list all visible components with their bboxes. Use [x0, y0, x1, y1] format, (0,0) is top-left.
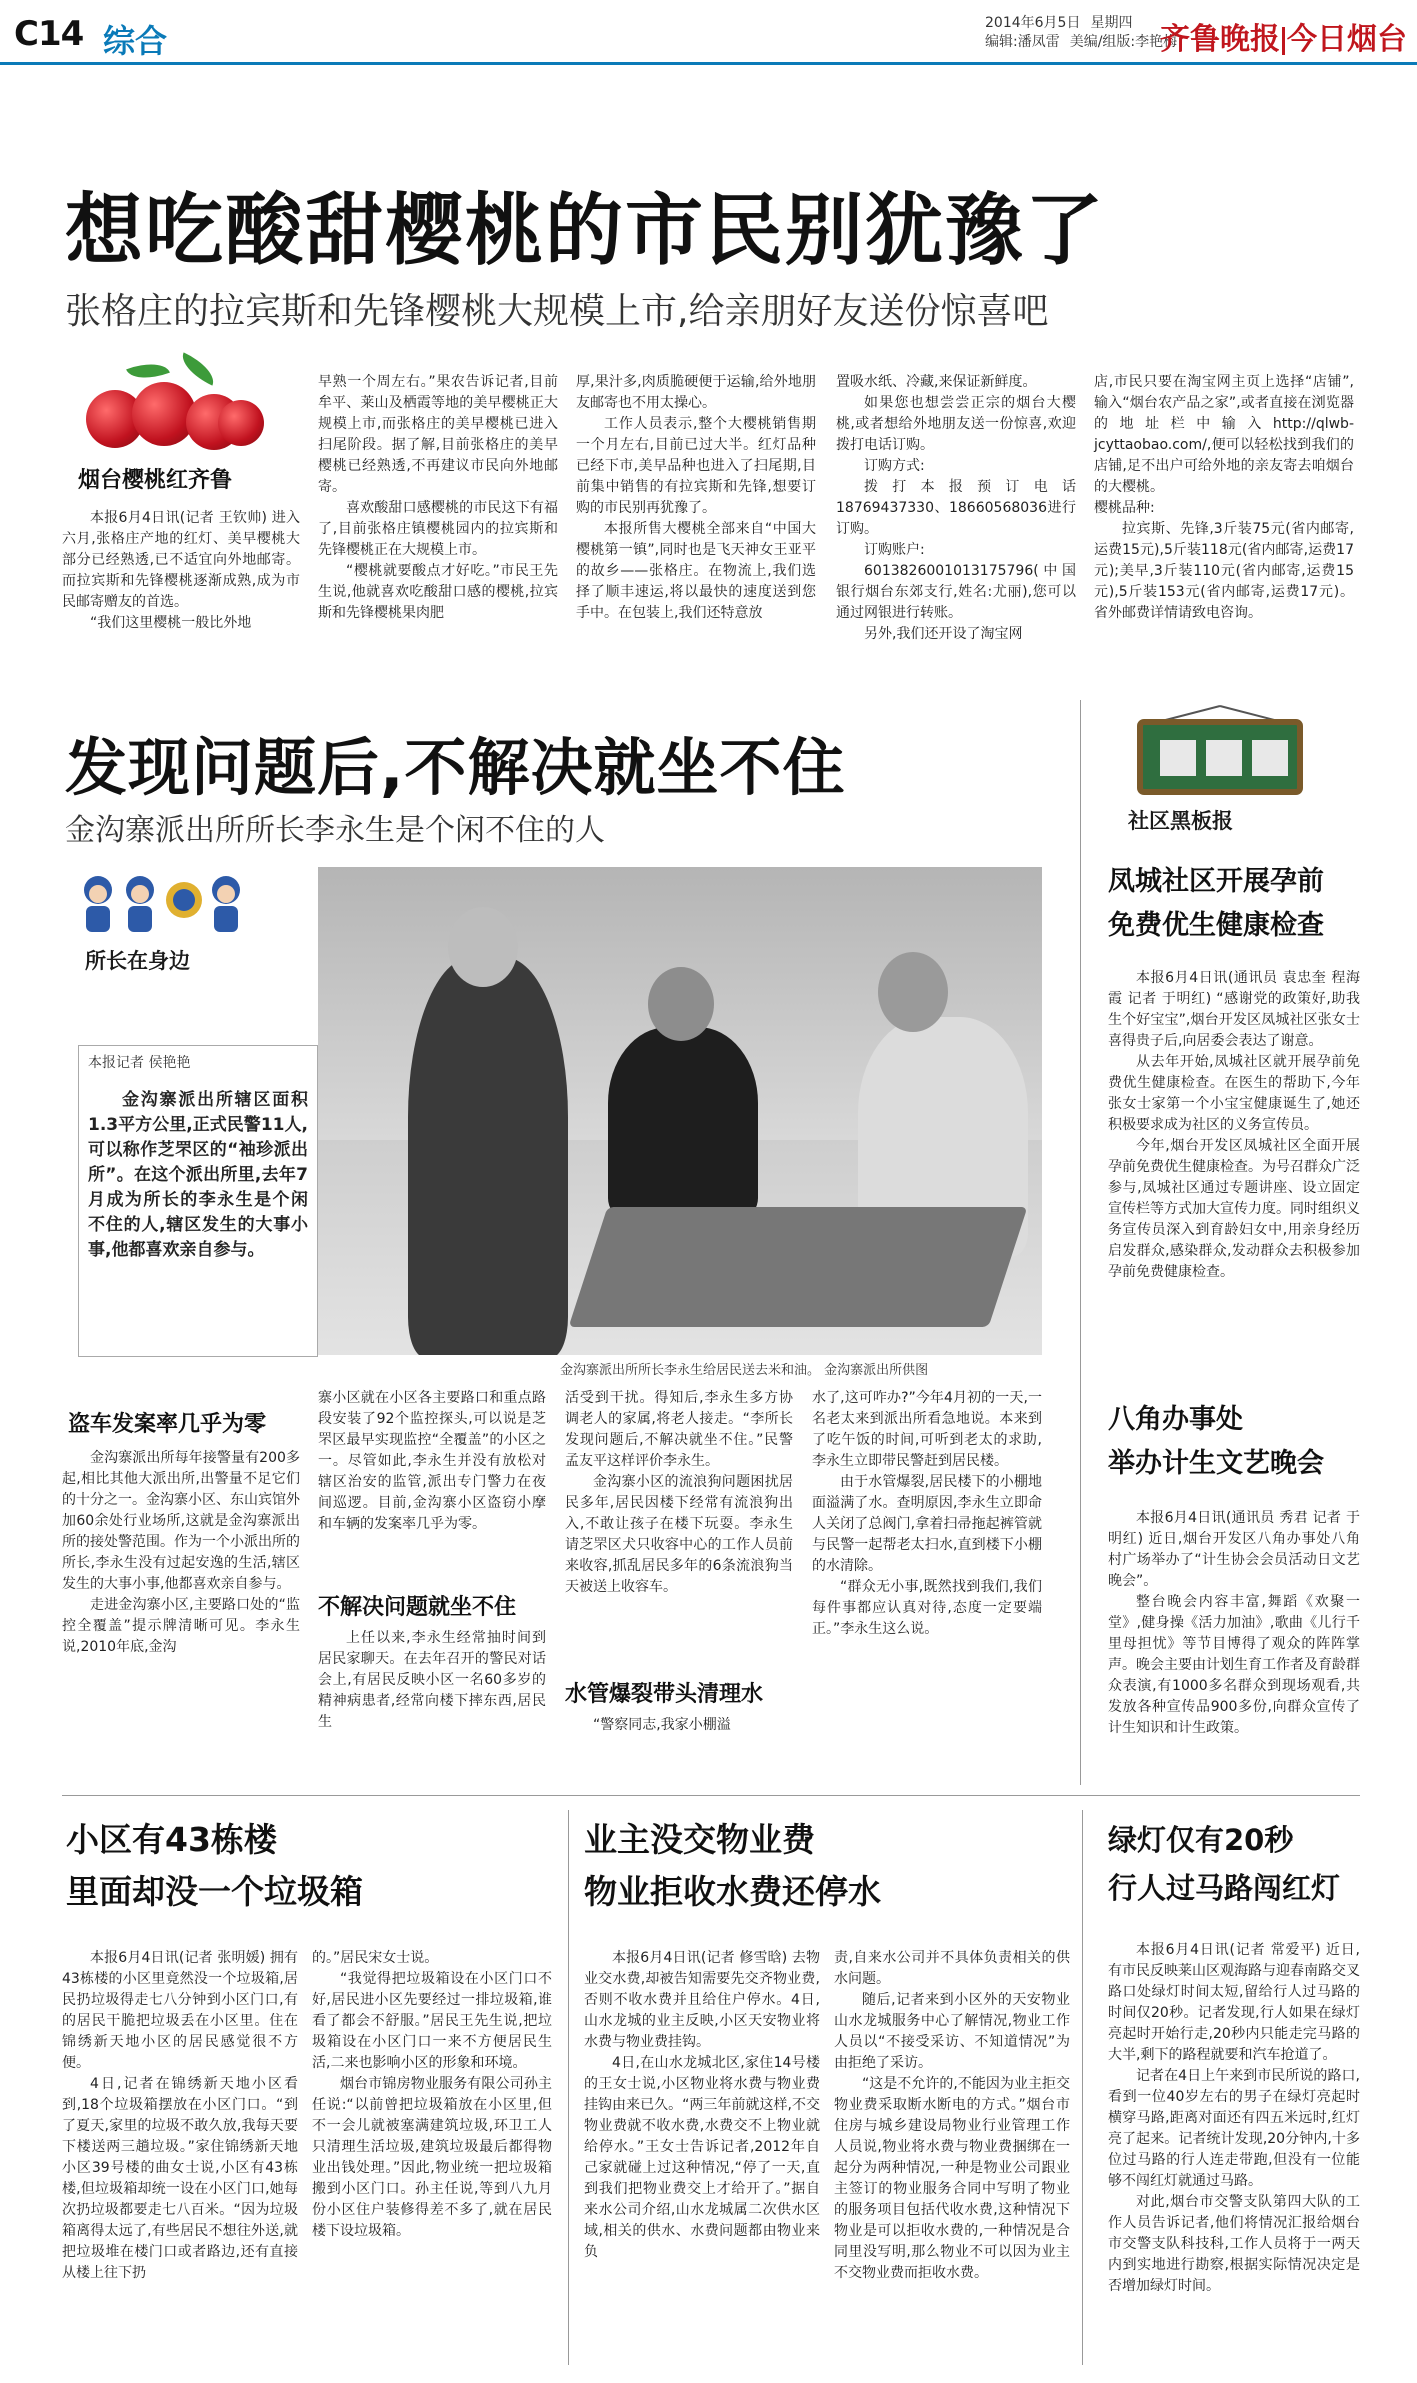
board-badge: 社区黑板报 [1128, 809, 1233, 833]
paragraph: 本报6月4日讯(记者 常爱平) 近日,有市民反映莱山区观海路与迎春南路交叉路口处绿灯时间太短,留给行人过马路的时间仅20秒。记者发现,行人如果在绿灯亮起时开始行走,20秒内只能走完马路的大半,剩下的路程就要和汽车抢道了。 [1108, 1942, 1360, 2063]
headline-traffic-line1: 绿灯仅有20秒 [1108, 1823, 1294, 1857]
story2-column-4 [812, 1388, 1042, 1640]
board-item2-title-line1: 八角办事处 [1108, 1404, 1243, 1435]
paragraph: 如果您也想尝尝正宗的烟台大樱桃,或者想给外地朋友送一份惊喜,欢迎拨打电话订购。 [836, 395, 1076, 453]
paragraph: “我们这里樱桃一般比外地 [90, 615, 252, 631]
paragraph: 6013826001013175796(中国银行烟台东郊支行,姓名:尤丽),您可以通过网银进行转账。 [836, 563, 1076, 621]
story4-column-1 [584, 1948, 820, 2263]
story5-column-1 [1108, 1940, 1360, 2297]
paragraph: 本报6月4日讯(记者 王钦帅) 进入六月,张格庄产地的红灯、美早樱桃大部分已经熟透,已不适宜向外地邮寄。而拉宾斯和先锋樱桃逐渐成熟,成为市民邮寄赠友的首选。 [62, 510, 300, 610]
paragraph: 厚,果汁多,肉质脆硬便于运输,给外地朋友邮寄也不用太操心。 [576, 374, 816, 411]
board-item1-title-line1: 凤城社区开展孕前 [1108, 866, 1324, 897]
story1-column-3 [576, 372, 816, 624]
board-item2-text [1108, 1508, 1360, 1739]
masthead-meta [985, 14, 1187, 52]
headline-water-line2: 物业拒收水费还停水 [584, 1872, 881, 1911]
board-item2-title-line2: 举办计生文艺晚会 [1108, 1448, 1324, 1479]
board-item1-title-line2: 免费优生健康检查 [1108, 910, 1324, 941]
headline-garbage-line1: 小区有43栋楼 [66, 1820, 277, 1859]
story3-column-1 [62, 1948, 298, 2284]
paragraph: 金沟寨派出所辖区面积1.3平方公里,正式民警11人,可以称作芝罘区的“袖珍派出所”。在这个派出所里,去年7月成为所长的李永生是个闲不住的人,辖区发生的大事小事,他都喜欢亲自参与。 [88, 1090, 308, 1260]
paragraph: “群众无小事,既然找到我们,我们每件事都应认真对待,态度一定要端正。”李永生这么说。 [812, 1579, 1042, 1637]
cherry-badge: 烟台樱桃红齐鲁 [78, 468, 233, 493]
paragraph: 烟台市锦房物业服务有限公司孙主任说:“以前曾把垃圾箱放在小区里,但不一会儿就被塞满建筑垃圾,环卫工人只清理生活垃圾,建筑垃圾最后都得物业出钱处理。”因此,物业统一把垃圾箱搬到小区门口。孙主任说,等到八九月份小区住户装修得差不多了,就在居民楼下设垃圾箱。 [312, 2076, 552, 2239]
paragraph: 本报6月4日讯(通讯员 秀君 记者 于明红) 近日,烟台开发区八角办事处八角村广场举办了“计生协会会员活动日文艺晚会”。 [1108, 1510, 1360, 1589]
headline-police: 发现问题后,不解决就坐不住 [65, 731, 846, 804]
subhead-police: 金沟寨派出所所长李永生是个闲不住的人 [65, 813, 605, 848]
masthead-rule [0, 62, 1417, 65]
paragraph: 随后,记者来到小区外的天安物业山水龙城服务中心了解情况,物业工作人员以“不接受采访、不知道情况”为由拒绝了采访。 [834, 1992, 1070, 2071]
photo-table [569, 1207, 1028, 1327]
page-number: C14 [14, 14, 84, 54]
paragraph: 本报6月4日讯(记者 张明媛) 拥有43栋楼的小区里竟然没一个垃圾箱,居民扔垃圾得走七八分钟到小区门口,有的居民干脆把垃圾丢在小区里。住在锦绣新天地小区的居民感觉很不方便。 [62, 1950, 298, 2071]
paragraph: 走进金沟寨小区,主要路口处的“监控全覆盖”提示牌清晰可见。李永生说,2010年底,金沟 [62, 1597, 300, 1655]
subheading: 水管爆裂带头清理水 [565, 1682, 764, 1707]
paragraph: 4日,记者在锦绣新天地小区看到,18个垃圾箱摆放在小区门口。“到了夏天,家里的垃圾不敢久放,我每天要下楼送两三趟垃圾。”家住锦绣新天地小区39号楼的曲女士说,小区有43栋楼,但垃圾箱却统一设在小区门口,她每次扔垃圾都要走七八百米。“因为垃圾箱离得太远了,有些居民不想往外送,就把垃圾堆在楼门口或者路边,还有直接从楼上往下扔 [62, 2076, 298, 2281]
edition-name: 今日烟台 [1287, 22, 1407, 57]
paragraph: 寨小区就在小区各主要路口和重点路段安装了92个监控探头,可以说是芝罘区最早实现监控“全覆盖”的小区之一。尽管如此,李永生并没有放松对辖区治安的监管,派出专门警力在夜间巡逻。目前,金沟寨小区盗窃小摩和车辆的发案率几乎为零。 [318, 1390, 546, 1532]
officer-head [648, 967, 714, 1041]
leaf-shape [176, 352, 220, 385]
subheading: 盗车发案率几乎为零 [68, 1412, 267, 1437]
paragraph: 记者在4日上午来到市民所说的路口,看到一位40岁左右的男子在绿灯亮起时横穿马路,距离对面还有四五米远时,红灯亮了起来。记者统计发现,20分钟内,十多位过马路的行人连走带跑,但没有一位能够不闯红灯就通过马路。 [1108, 2068, 1360, 2189]
cherry-shape [218, 400, 264, 446]
headline-garbage-line2: 里面却没一个垃圾箱 [66, 1872, 363, 1911]
paragraph: 由于水管爆裂,居民楼下的小棚地面溢满了水。查明原因,李永生立即命人关闭了总阀门,拿着扫帚拖起裤管就与民警一起帮老太扫水,直到楼下小棚的水清除。 [812, 1474, 1042, 1574]
paragraph: “警察同志,我家小棚溢 [593, 1717, 731, 1733]
paragraph: 喜欢酸甜口感樱桃的市民这下有福了,目前张格庄镇樱桃园内的拉宾斯和先锋樱桃正在大规模上市。 [318, 500, 558, 558]
paragraph: 拉宾斯、先锋,3斤装75元(省内邮寄,运费15元),5斤装118元(省内邮寄,运费17元);美早,3斤装110元(省内邮寄,运费15元),5斤装153元(省内邮寄,运费17元)。省外邮费详情请致电咨询。 [1094, 521, 1354, 621]
story2-column-3 [565, 1388, 793, 1598]
designer-credit: 美编/组版:李艳梅 [1069, 34, 1178, 50]
news-photo [318, 867, 1042, 1355]
editor-credit: 编辑:潘凤雷 [985, 34, 1060, 50]
paragraph: 工作人员表示,整个大樱桃销售期一个月左右,目前已过大半。红灯品种已经下市,美早品种也进入了扫尾期,目前集中销售的有拉宾斯和先锋,想要订购的市民别再犹豫了。 [576, 416, 816, 516]
paragraph: 早熟一个周左右。”果农告诉记者,目前牟平、莱山及栖霞等地的美早樱桃正大规模上市,而张格庄的美早樱桃已进入扫尾阶段。据了解,目前张格庄的美早樱桃已经熟透,不再建议市民向外地邮寄。 [318, 374, 558, 495]
paragraph: 4日,在山水龙城北区,家住14号楼的王女士说,小区物业将水费与物业费挂钩由来已久。“两三年前就这样,不交物业费就不收水费,水费交不上物业就给停水。”王女士告诉记者,2012年自己家就碰上过这种情况,“停了一天,直到我们把物业费交上才给开了。”据自来水公司介绍,山水龙城属二次供水区域,相关的供水、水费问题都由物业来负 [584, 2055, 820, 2260]
paragraph: 金沟寨派出所每年接警量有200多起,相比其他大派出所,出警量不足它们的十分之一。金沟寨小区、东山宾馆外加60余处行业场所,这就是金沟寨派出所的接处警范围。作为一个小派出所的所长,李永生没有过起安逸的生活,辖区发生的大事小事,他都喜欢亲自参与。 [62, 1450, 300, 1592]
paragraph: 置吸水纸、冷藏,来保证新鲜度。 [836, 374, 1037, 390]
story2-column-1 [62, 1448, 300, 1658]
board-item1-text [1108, 968, 1360, 1283]
masthead [0, 0, 1417, 62]
police-figures-icon [78, 870, 248, 940]
story1-column-5 [1094, 372, 1354, 624]
newspaper-logo [1160, 14, 1407, 58]
section-rule [62, 1795, 1360, 1796]
paragraph: 今年,烟台开发区凤城社区全面开展孕前免费优生健康检查。为号召群众广泛参与,凤城社区通过专题讲座、设立固定宣传栏等方式加大宣传力度。同时组织义务宣传员深入到育龄妇女中,用亲身经历启发群众,感染群众,发动群众去积极参加孕前免费健康检查。 [1108, 1138, 1360, 1280]
paragraph: 另外,我们还开设了淘宝网 [864, 626, 1023, 642]
paragraph: 上任以来,李永生经常抽时间到居民家聊天。在去年召开的警民对话会上,有居民反映小区一名60多岁的精神病患者,经常向楼下摔东西,居民生 [318, 1630, 546, 1730]
paragraph: 本报6月4日讯(通讯员 袁忠奎 程海霞 记者 于明红) “感谢党的政策好,助我生个好宝宝”,烟台开发区凤城社区张女士喜得贵子后,向居委会表达了谢意。 [1108, 970, 1360, 1049]
paragraph: 活受到干扰。得知后,李永生多方协调老人的家属,将老人接走。“李所长发现问题后,不解决就坐不住。”民警孟友平这样评价李永生。 [565, 1390, 793, 1469]
paragraph: 从去年开始,凤城社区就开展孕前免费优生健康检查。在医生的帮助下,今年张女士家第一个小宝宝健康诞生了,她还积极要求成为社区的义务宣传员。 [1108, 1054, 1360, 1133]
police-badge: 所长在身边 [85, 949, 190, 973]
subheading: 不解决问题就坐不住 [318, 1595, 517, 1620]
paragraph: 责,自来水公司并不具体负责相关的供水问题。 [834, 1950, 1070, 1987]
blackboard-icon [1110, 700, 1330, 800]
byline: 本报记者 侯艳艳 [88, 1055, 191, 1071]
story3-column-2 [312, 1948, 552, 2242]
brand-divider [1282, 27, 1285, 55]
paragraph: 整台晚会内容丰富,舞蹈《欢聚一堂》,健身操《活力加油》,歌曲《儿行千里母担忧》等节目博得了观众的阵阵掌声。晚会主要由计划生育工作者及育龄群众表演,有1000多名群众到现场观看,共发放各种宣传品900多份,向群众宣传了计生知识和计生政策。 [1108, 1594, 1360, 1736]
paragraph: 拨打本报预订电话18769437330、18660568036进行订购。 [836, 479, 1076, 537]
brand-name: 齐鲁晚报 [1160, 22, 1280, 57]
story1-column-2 [318, 372, 558, 624]
paragraph: 金沟寨小区的流浪狗问题困扰居民多年,居民因楼下经常有流浪狗出入,不敢让孩子在楼下玩耍。李永生请芝罘区犬只收容中心的工作人员前来收容,抓乱居民多年的6条流浪狗当天被送上收容车。 [565, 1474, 793, 1595]
paragraph: 对此,烟台市交警支队第四大队的工作人员告诉记者,他们将情况汇报给烟台市交警支队科技科,工作人员将于一两天内到实地进行勘察,根据实际情况决定是否增加绿灯时间。 [1108, 2194, 1360, 2294]
paragraph: “樱桃就要酸点才好吃。”市民王先生说,他就喜欢吃酸甜口感的樱桃,拉宾斯和先锋樱桃果肉肥 [318, 563, 558, 621]
issue-date: 2014年6月5日 [985, 15, 1081, 31]
lead-text [88, 1088, 308, 1263]
story2-column-2b [318, 1628, 546, 1733]
headline-water-line1: 业主没交物业费 [584, 1820, 815, 1859]
paragraph: 本报6月4日讯(记者 修雪晗) 去物业交水费,却被告知需要先交齐物业费,否则不收水费并且给住户停水。4日,山水龙城的业主反映,小区天安物业将水费与物业费挂钩。 [584, 1950, 820, 2050]
headline-cherry: 想吃酸甜樱桃的市民别犹豫了 [65, 186, 1106, 276]
paragraph: 订购方式: [864, 458, 925, 474]
paragraph: 的。”居民宋女士说。 [312, 1950, 439, 1966]
story1-column-1 [62, 508, 300, 634]
issue-weekday: 星期四 [1090, 15, 1133, 31]
paragraph: 水了,这可咋办?”今年4月初的一天,一名老太来到派出所看急地说。本来到了吃午饭的时间,可听到老太的求助,李永生立即带民警赶到居民楼。 [812, 1390, 1042, 1469]
paragraph: “我觉得把垃圾箱设在小区门口不好,居民进小区先要经过一排垃圾箱,谁看了都会不舒服。”居民王先生说,把垃圾箱设在小区门口一来不方便居民生活,二来也影响小区的形象和环境。 [312, 1971, 552, 2071]
paragraph: 店,市民只要在淘宝网主页上选择“店铺”,输入“烟台农产品之家”,或者直接在浏览器的地址栏中输入http://qlwb-jcyttaobao.com/,便可以轻松找到我们的店铺,足不出户可给外地的亲友寄去咱烟台的大樱桃。 [1094, 374, 1354, 495]
paragraph: 樱桃品种: [1094, 500, 1155, 516]
person-head [448, 907, 518, 987]
resident-head [878, 952, 948, 1032]
officer-silhouette [608, 1027, 758, 1217]
story1-column-4 [836, 372, 1076, 645]
story2-column-3b [565, 1715, 793, 1736]
sidebar-divider [1080, 700, 1081, 1785]
paragraph: 订购账户: [864, 542, 925, 558]
section-name: 综合 [103, 22, 168, 60]
headline-traffic-line2: 行人过马路闯红灯 [1108, 1871, 1341, 1905]
paragraph: “这是不允许的,不能因为业主拒交物业费采取断水断电的方式。”烟台市住房与城乡建设局物业行业管理工作人员说,物业将水费与物业费捆绑在一起分为两种情况,一种是物业公司跟业主签订的物业服务合同中写明了物业的服务项目包括代收水费,这种情况下物业是可以拒收水费的,一种情况是合同里没写明,那么物业不可以因为业主不交物业费而拒收水费。 [834, 2076, 1070, 2281]
person-silhouette [408, 957, 568, 1355]
column-divider [1082, 1810, 1083, 2365]
story4-column-2 [834, 1948, 1070, 2284]
paragraph: 本报所售大樱桃全部来自“中国大樱桃第一镇”,同时也是飞天神女王亚平的故乡——张格庄。在物流上,我们选择了顺丰速运,将以最快的速度送到您手中。在包装上,我们还特意放 [576, 521, 816, 621]
column-divider [568, 1810, 569, 2365]
subhead-cherry: 张格庄的拉宾斯和先锋樱桃大规模上市,给亲朋好友送份惊喜吧 [65, 291, 1049, 332]
photo-caption: 金沟寨派出所所长李永生给居民送去米和油。 金沟寨派出所供图 [560, 1363, 929, 1378]
story2-column-2 [318, 1388, 546, 1535]
